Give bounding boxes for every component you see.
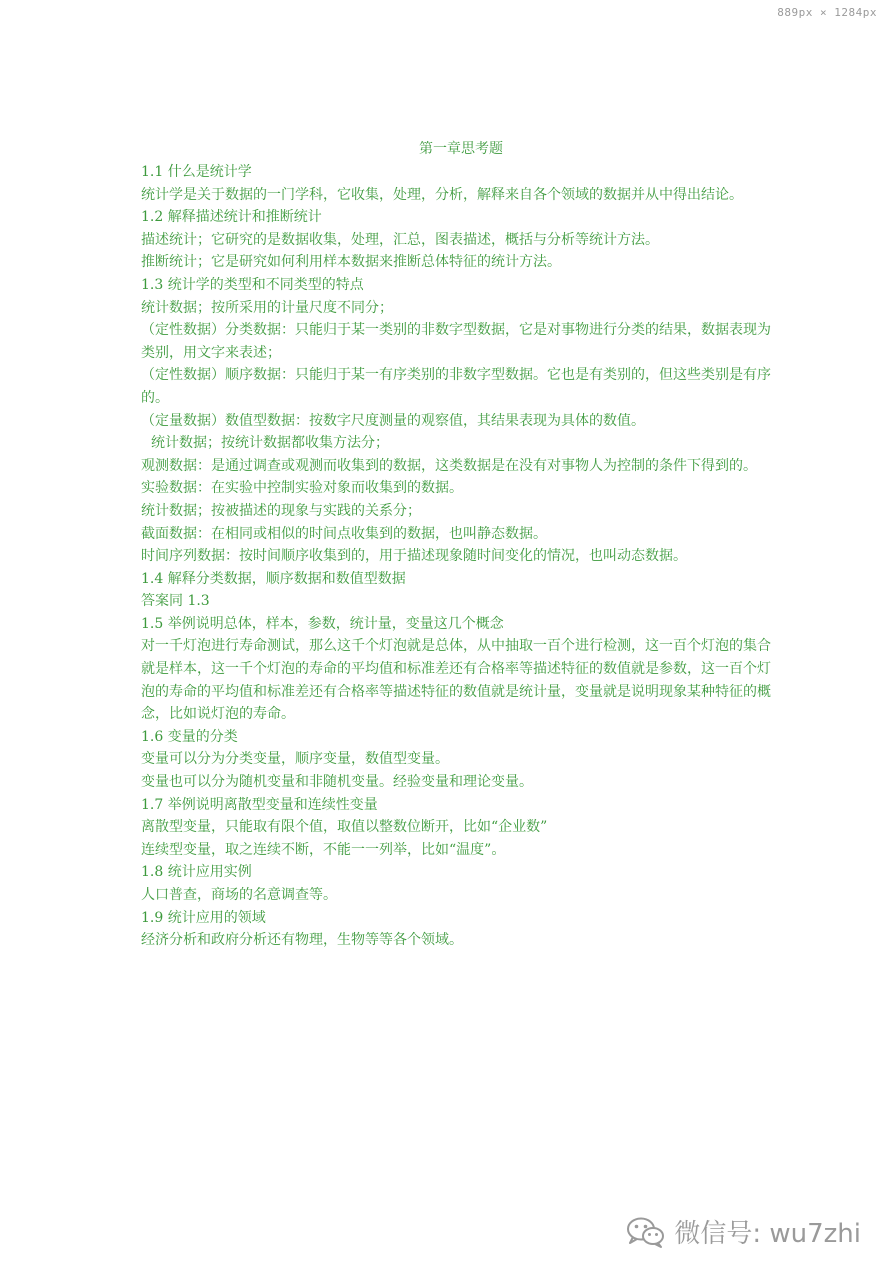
paragraph: 观测数据：是通过调查或观测而收集到的数据，这类数据是在没有对事物人为控制的条件下得到的。 <box>141 457 757 474</box>
paragraph: 截面数据：在相同或相似的时间点收集到的数据，也叫静态数据。 <box>141 525 547 542</box>
heading-1-7: 1.7 举例说明离散型变量和连续性变量 <box>141 796 378 813</box>
heading-1-4: 1.4 解释分类数据，顺序数据和数值型数据 <box>141 570 406 587</box>
page-title: 第一章思考题 <box>419 141 503 157</box>
image-size-label: 889px × 1284px <box>777 6 877 19</box>
paragraph: 对一千灯泡进行寿命测试，那么这千个灯泡就是总体，从中抽取一百个进行检测，这一百个灯泡的集合就是样本，这一千个灯泡的寿命的平均值和标准差还有合格率等描述特征的数值就是参数，这一百个灯泡的寿命的平均值和标准差还有合格率等描述特征的数值就是统计量，变量就是说明现象某种特征的概念，比如说灯泡的寿命。 <box>141 638 771 723</box>
paragraph: 描述统计；它研究的是数据收集，处理，汇总，图表描述，概括与分析等统计方法。 <box>141 231 659 248</box>
paragraph: 离散型变量，只能取有限个值，取值以整数位断开，比如“企业数” <box>141 819 548 836</box>
paragraph: 统计学是关于数据的一门学科，它收集，处理，分析，解释来自各个领域的数据并从中得出结论。 <box>141 186 743 203</box>
paragraph: 统计数据；按所采用的计量尺度不同分； <box>141 299 393 316</box>
paragraph: 统计数据；按被描述的现象与实践的关系分； <box>141 502 421 519</box>
paragraph: （定量数据）数值型数据：按数字尺度测量的观察值，其结果表现为具体的数值。 <box>141 412 645 429</box>
heading-1-8: 1.8 统计应用实例 <box>141 864 252 881</box>
paragraph: 连续型变量，取之连续不断，不能一一列举，比如“温度”。 <box>141 841 506 858</box>
heading-1-2: 1.2 解释描述统计和推断统计 <box>141 209 322 226</box>
heading-1-6: 1.6 变量的分类 <box>141 728 238 745</box>
wechat-icon <box>626 1216 666 1248</box>
paragraph: 变量可以分为分类变量，顺序变量，数值型变量。 <box>141 751 449 768</box>
paragraph: 经济分析和政府分析还有物理，生物等等各个领域。 <box>141 932 463 949</box>
heading-1-1: 1.1 什么是统计学 <box>141 164 252 180</box>
paragraph: 统计数据；按统计数据都收集方法分； <box>151 435 389 452</box>
watermark <box>626 1213 861 1250</box>
paragraph: （定性数据）顺序数据：只能归于某一有序类别的非数字型数据。它也是有类别的，但这些类别是有序的。 <box>141 367 771 406</box>
paragraph: 时间序列数据：按时间顺序收集到的，用于描述现象随时间变化的情况，也叫动态数据。 <box>141 548 687 565</box>
heading-1-3: 1.3 统计学的类型和不同类型的特点 <box>141 276 364 293</box>
heading-1-9: 1.9 统计应用的领域 <box>141 909 266 926</box>
paragraph: （定性数据）分类数据：只能归于某一类别的非数字型数据，它是对事物进行分类的结果，数据表现为类别，用文字来表述； <box>141 322 771 361</box>
paragraph: 人口普查，商场的名意调查等。 <box>141 887 337 903</box>
document-body <box>141 137 781 952</box>
heading-1-5: 1.5 举例说明总体，样本，参数，统计量，变量这几个概念 <box>141 615 504 632</box>
paragraph: 实验数据：在实验中控制实验对象而收集到的数据。 <box>141 480 463 497</box>
paragraph: 推断统计；它是研究如何利用样本数据来推断总体特征的统计方法。 <box>141 254 561 271</box>
paragraph: 变量也可以分为随机变量和非随机变量。经验变量和理论变量。 <box>141 774 533 791</box>
paragraph: 答案同 1.3 <box>141 593 210 610</box>
watermark-text: 微信号: wu7zhi <box>674 1219 861 1249</box>
